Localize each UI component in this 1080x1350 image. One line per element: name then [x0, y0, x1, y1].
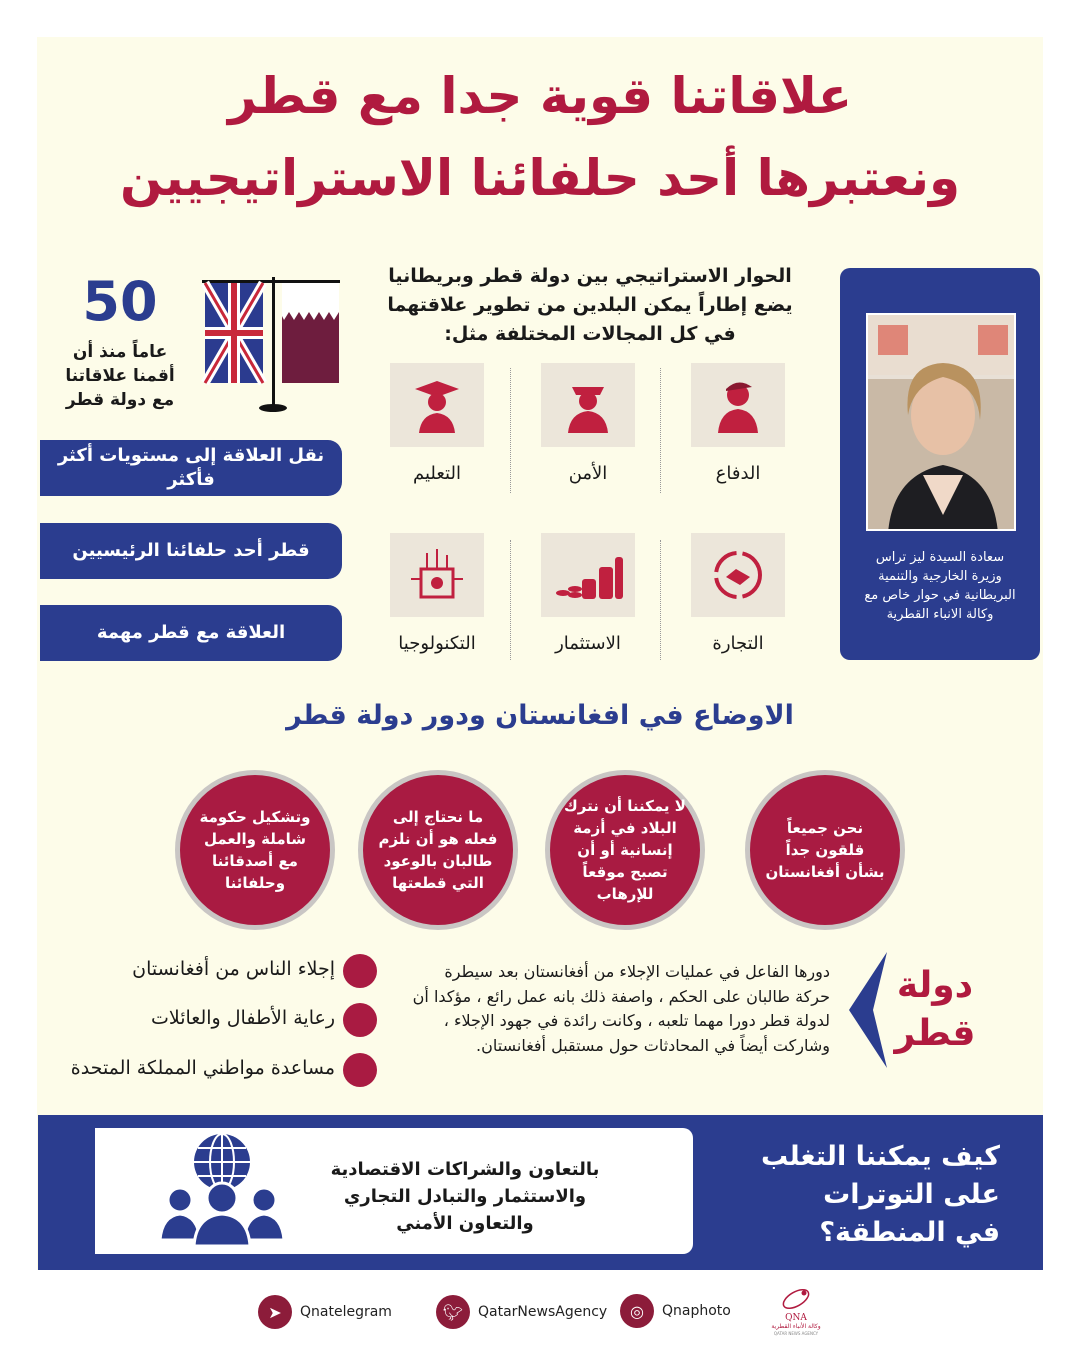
field-label: الاستثمار [555, 633, 621, 654]
afghan-heading: الاوضاع في افغانستان ودور دولة قطر [286, 700, 794, 731]
qatar-label [880, 962, 990, 1058]
answer-line: بالتعاون والشراكات الاقتصادية [330, 1159, 600, 1180]
intro-line: يضع إطاراً يمكن البلدين من تطوير علاقتهما [387, 294, 793, 316]
qna-logo-mark-icon [776, 1288, 816, 1310]
bullet-text: رعاية الأطفال والعائلات [150, 1007, 335, 1029]
qna-logo [765, 1288, 827, 1336]
bullet-text: مساعدة مواطني المملكة المتحدة [70, 1057, 335, 1079]
caption-line: البريطانية في حوار خاص مع [864, 588, 1016, 603]
global-people-icon [158, 1132, 286, 1248]
bullet-text: إجلاء الناس من أفغانستان [132, 958, 335, 980]
quote-circle: نحن جميعاً قلقون جداً بشأن أفغانستان [745, 770, 905, 930]
police-icon [541, 363, 635, 447]
anniversary-line: أقمنا علاقاتنا [65, 366, 175, 386]
qatar-label-line: قطر [894, 1013, 976, 1054]
soldier-icon [691, 363, 785, 447]
bullet-dot [343, 954, 377, 988]
divider [510, 368, 511, 493]
handshake-icon [691, 533, 785, 617]
bullet-dot [343, 1053, 377, 1087]
answer-line: والاستثمار والتبادل التجاري [343, 1186, 587, 1207]
telegram-link[interactable] [258, 1295, 392, 1329]
title-line-1: علاقاتنا قوية جدا مع قطر [227, 67, 853, 125]
logo-text: QNA [785, 1313, 807, 1323]
flags-icon [200, 274, 345, 419]
instagram-handle: Qnaphoto [662, 1303, 731, 1319]
field-label: الأمن [568, 463, 608, 484]
qatar-label-line: دولة [896, 965, 974, 1006]
key-point-pill: العلاقة مع قطر مهمة [40, 605, 342, 661]
field-label: التجارة [712, 633, 764, 654]
divider [660, 368, 661, 493]
intro-line: في كل المجالات المختلفة مثل: [444, 323, 736, 345]
bullet-dot [343, 1003, 377, 1037]
question-line: في المنطقة؟ [819, 1217, 1000, 1248]
intro-text [385, 262, 795, 349]
caption-line: وكالة الانباء القطرية [886, 607, 994, 622]
chevron-left-icon [845, 950, 890, 1070]
circuit-icon [390, 533, 484, 617]
twitter-icon: 🐦︎ [436, 1295, 470, 1329]
question-line: على التوترات [823, 1179, 1000, 1210]
speaker-caption [846, 548, 1034, 624]
quote-circle: ما نحتاج إلى فعله هو أن نلزم طالبان بالوعود التي قطعتها [358, 770, 518, 930]
caption-line: وزيرة الخارجية والتنمية [878, 569, 1002, 584]
speaker-photo [866, 313, 1016, 531]
main-title [60, 55, 1020, 219]
divider [660, 540, 661, 660]
qatar-role-paragraph: دورها الفاعل في عمليات الإجلاء من أفغانستان بعد سيطرة حركة طالبان على الحكم ، واصفة ذلك بانه عمل رائع ، مؤكدا أن لدولة قطر دورا مهما تلعبه ، وكانت رائدة في جهود الإجلاء ، وشاركت أيضاً في المحادثات حول مستقبل أفغانستان. [412, 962, 830, 1055]
quote-circle: وتشكيل حكومة شاملة والعمل مع أصدقائنا وحلفائنا [175, 770, 335, 930]
answer-line: والتعاون الأمني [396, 1213, 534, 1234]
question-text [720, 1138, 1000, 1252]
field-label: التعليم [413, 463, 461, 484]
anniversary-text [50, 340, 190, 412]
key-point-pill: نقل العلاقة إلى مستويات أكثر فأكثر [40, 440, 342, 496]
question-line: كيف يمكننا التغلب [760, 1141, 1000, 1172]
field-label: الدفاع [715, 463, 761, 484]
answer-text [300, 1156, 630, 1237]
twitter-link[interactable] [436, 1295, 607, 1329]
intro-line: الحوار الاستراتيجي بين دولة قطر وبريطانيا [388, 265, 792, 287]
twitter-handle: QatarNewsAgency [478, 1304, 608, 1320]
field-label: التكنولوجيا [398, 633, 476, 654]
logo-arabic: وكالة الأنباء القطرية [771, 1323, 821, 1330]
telegram-icon: ➤ [258, 1295, 292, 1329]
anniversary-number: 50 [82, 270, 158, 333]
caption-line: سعادة السيدة ليز تراس [875, 550, 1005, 565]
divider [510, 540, 511, 660]
instagram-link[interactable] [620, 1294, 731, 1328]
anniversary-line: مع دولة قطر [65, 390, 175, 410]
title-line-2: ونعتبرها أحد حلفائنا الاستراتيجيين [119, 149, 961, 207]
graduate-icon [390, 363, 484, 447]
telegram-handle: Qnatelegram [300, 1304, 392, 1320]
instagram-icon: ◎ [620, 1294, 654, 1328]
key-point-pill: قطر أحد حلفائنا الرئيسيين [40, 523, 342, 579]
quote-circle: لا يمكننا أن نترك البلاد في أزمة إنسانية أو أن تصبح موقعاً للإرهاب [545, 770, 705, 930]
anniversary-line: عاماً منذ أن [72, 342, 168, 362]
logo-english: QATAR NEWS AGENCY [773, 1331, 819, 1336]
coins-icon [541, 533, 635, 617]
